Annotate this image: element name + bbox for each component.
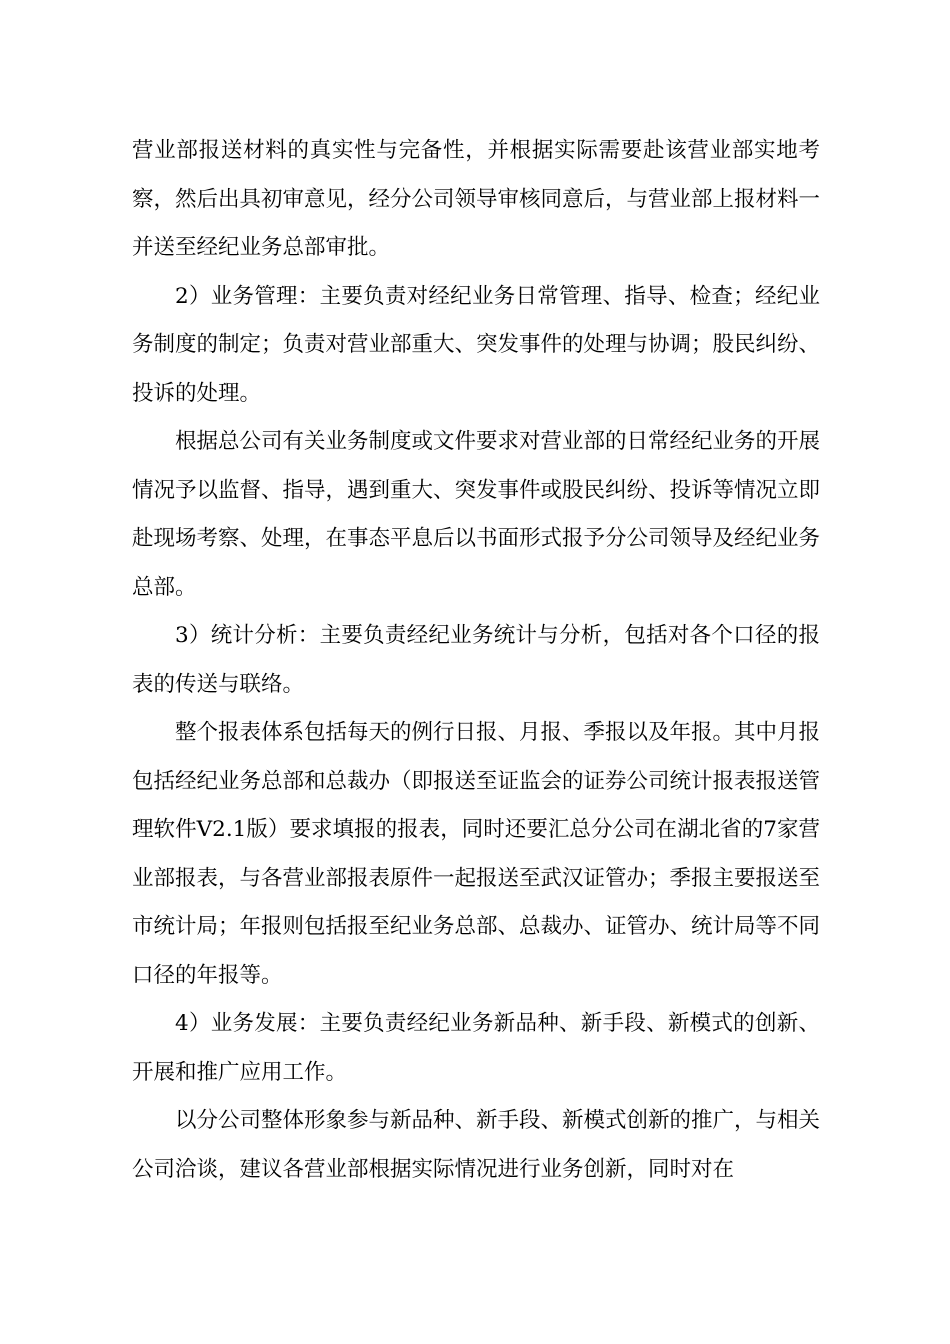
paragraph-business-development: 4）业务发展：主要负责经纪业务新品种、新手段、新模式的创新、开展和推广应用工作。 [132, 1011, 820, 1085]
document-body [132, 127, 820, 1194]
paragraph-report-system: 整个报表体系包括每天的例行日报、月报、季报以及年报。其中月报包括经纪业务总部和总裁办（即报送至证监会的证券公司统计报表报送管理软件V2.1版）要求填报的报表，同时还要汇总分公司在湖北省的7家营业部报表，与各营业部报表原件一起报送至武汉证管办；季报主要报送至市统计局；年报则包括报至纪业务总部、总裁办、证管办、统计局等不同口径的年报等。 [132, 720, 821, 988]
paragraph-innovation-promotion: 以分公司整体形象参与新品种、新手段、新模式创新的推广，与相关公司洽谈，建议各营业部根据实际情况进行业务创新，同时对在 [132, 1108, 821, 1182]
paragraph-business-management: 2）业务管理：主要负责对经纪业务日常管理、指导、检查；经纪业务制度的制定；负责对营业部重大、突发事件的处理与协调；股民纠纷、投诉的处理。 [132, 283, 821, 406]
paragraph-statistical-analysis: 3）统计分析：主要负责经纪业务统计与分析，包括对各个口径的报表的传送与联络。 [132, 623, 820, 697]
paragraph-supervision: 根据总公司有关业务制度或文件要求对营业部的日常经纪业务的开展情况予以监督、指导，遇到重大、突发事件或股民纠纷、投诉等情况立即赴现场考察、处理，在事态平息后以书面形式报予分公司领导及经纪业务总部。 [132, 429, 821, 600]
paragraph-continuation: 营业部报送材料的真实性与完备性，并根据实际需要赴该营业部实地考察，然后出具初审意见，经分公司领导审核同意后，与营业部上报材料一并送至经纪业务总部审批。 [132, 138, 821, 260]
